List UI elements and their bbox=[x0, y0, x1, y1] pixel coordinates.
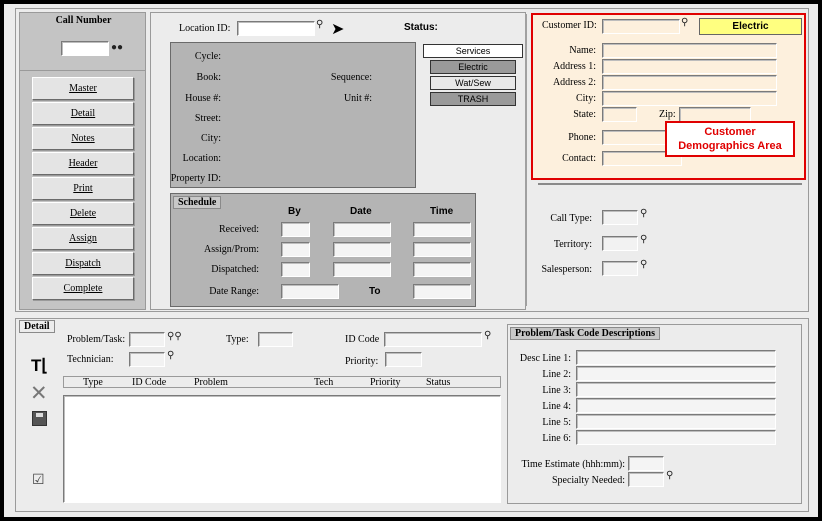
search-icon[interactable]: ⚲ bbox=[640, 234, 648, 245]
service-item-wat-sew[interactable]: Wat/Sew bbox=[430, 76, 516, 90]
location-id-label: Location ID: bbox=[179, 23, 231, 34]
print-button[interactable]: Print bbox=[32, 177, 134, 200]
desc-line-6-label: Line 6: bbox=[542, 433, 571, 444]
salesperson-input[interactable] bbox=[602, 261, 638, 276]
time-estimate-input[interactable] bbox=[628, 456, 664, 471]
desc-line-2-label: Line 2: bbox=[542, 369, 571, 380]
id-code-label: ID Code bbox=[345, 334, 380, 345]
schedule-box bbox=[170, 193, 476, 307]
schedule-col-time: Time bbox=[430, 206, 454, 217]
schedule-col-date: Date bbox=[350, 206, 372, 217]
location-panel bbox=[150, 12, 526, 310]
assign-by-input[interactable] bbox=[281, 242, 310, 257]
search-icon[interactable]: ⚲ bbox=[666, 470, 674, 481]
sequence-label: Sequence: bbox=[330, 72, 372, 83]
assign-time-input[interactable] bbox=[413, 242, 471, 257]
desc-line-4-input[interactable] bbox=[576, 398, 776, 413]
col-id-code: ID Code bbox=[132, 377, 167, 388]
tools-icon[interactable]: T⌊ bbox=[31, 356, 49, 375]
name-label: Name: bbox=[569, 45, 596, 56]
name-input[interactable] bbox=[602, 43, 777, 58]
city-label: City: bbox=[200, 133, 221, 144]
nav-button-panel bbox=[19, 70, 146, 310]
location-details-box bbox=[170, 42, 416, 188]
city-input[interactable] bbox=[602, 91, 777, 106]
id-code-input[interactable] bbox=[384, 332, 482, 347]
assign-date-input[interactable] bbox=[333, 242, 391, 257]
search-icon[interactable]: ⚲ bbox=[640, 259, 648, 270]
status-label: Status: bbox=[404, 22, 438, 33]
search-icon[interactable]: ⚲ bbox=[640, 208, 648, 219]
territory-label: Territory: bbox=[553, 239, 592, 250]
date-range-to-input[interactable] bbox=[413, 284, 471, 299]
binoculars-icon[interactable]: ⚲⚲ bbox=[167, 331, 182, 342]
customer-panel bbox=[531, 13, 806, 180]
col-status: Status bbox=[426, 377, 451, 388]
detail-button[interactable]: Detail bbox=[32, 102, 134, 125]
col-type: Type bbox=[83, 377, 103, 388]
assign-button[interactable]: Assign bbox=[32, 227, 134, 250]
phone-label: Phone: bbox=[568, 132, 596, 143]
col-tech: Tech bbox=[314, 377, 334, 388]
schedule-title: Schedule bbox=[173, 196, 221, 209]
desc-line-2-input[interactable] bbox=[576, 366, 776, 381]
property-id-label: Property ID: bbox=[170, 173, 221, 184]
customer-id-input[interactable] bbox=[602, 19, 680, 34]
header-button[interactable]: Header bbox=[32, 152, 134, 175]
zip-input[interactable] bbox=[679, 107, 751, 122]
customer-demographics-annotation bbox=[665, 121, 795, 157]
type-input[interactable] bbox=[258, 332, 293, 347]
house-label: House #: bbox=[185, 93, 221, 104]
address1-input[interactable] bbox=[602, 59, 777, 74]
received-time-input[interactable] bbox=[413, 222, 471, 237]
col-problem: Problem bbox=[194, 377, 228, 388]
specialty-input[interactable] bbox=[628, 472, 664, 487]
time-estimate-label: Time Estimate (hhh:mm): bbox=[521, 459, 625, 470]
search-icon[interactable]: ⚲ bbox=[316, 19, 324, 30]
state-input[interactable] bbox=[602, 107, 637, 122]
dispatched-time-input[interactable] bbox=[413, 262, 471, 277]
desc-line-1-label: Desc Line 1: bbox=[519, 353, 571, 364]
call-number-input[interactable] bbox=[61, 41, 109, 56]
received-label: Received: bbox=[219, 224, 259, 235]
master-button[interactable]: Master bbox=[32, 77, 134, 100]
assign-prom-label: Assign/Prom: bbox=[203, 244, 259, 255]
specialty-label: Specialty Needed: bbox=[551, 475, 625, 486]
book-label: Book: bbox=[196, 72, 221, 83]
received-date-input[interactable] bbox=[333, 222, 391, 237]
type-label: Type: bbox=[226, 334, 249, 345]
date-range-from-input[interactable] bbox=[281, 284, 339, 299]
address2-input[interactable] bbox=[602, 75, 777, 90]
customer-divider bbox=[538, 183, 802, 185]
arrow-icon[interactable]: ➤ bbox=[331, 21, 345, 38]
call-number-panel bbox=[19, 12, 146, 72]
street-label: Street: bbox=[194, 113, 221, 124]
detail-grid-header bbox=[63, 376, 501, 388]
zip-label: Zip: bbox=[659, 109, 676, 120]
complete-button[interactable]: Complete bbox=[32, 277, 134, 300]
contact-label: Contact: bbox=[562, 153, 596, 164]
desc-line-1-input[interactable] bbox=[576, 350, 776, 365]
desc-line-3-label: Line 3: bbox=[542, 385, 571, 396]
dispatched-label: Dispatched: bbox=[211, 264, 259, 275]
date-range-to-label: To bbox=[369, 286, 381, 297]
section-divider bbox=[525, 14, 527, 306]
detail-grid[interactable] bbox=[63, 395, 501, 503]
save-icon[interactable] bbox=[32, 411, 47, 426]
service-badge: Electric bbox=[699, 18, 802, 35]
delete-button[interactable]: Delete bbox=[32, 202, 134, 225]
call-type-input[interactable] bbox=[602, 210, 638, 225]
salesperson-label: Salesperson: bbox=[541, 264, 592, 275]
location-label: Location: bbox=[182, 153, 221, 164]
technician-input[interactable] bbox=[129, 352, 165, 367]
city-label: City: bbox=[575, 93, 596, 104]
annotation-line-1: Customer bbox=[704, 126, 756, 138]
territory-input[interactable] bbox=[602, 236, 638, 251]
unit-label: Unit #: bbox=[343, 93, 372, 104]
service-call-window bbox=[4, 4, 818, 517]
call-type-label: Call Type: bbox=[550, 213, 592, 224]
descriptions-title: Problem/Task Code Descriptions bbox=[510, 327, 660, 340]
date-range-label: Date Range: bbox=[209, 286, 259, 297]
desc-line-4-label: Line 4: bbox=[542, 401, 571, 412]
search-icon[interactable]: ⚲ bbox=[484, 330, 492, 341]
problem-task-label: Problem/Task: bbox=[67, 334, 126, 345]
address1-label: Address 1: bbox=[552, 61, 596, 72]
cycle-label: Cycle: bbox=[194, 51, 221, 62]
received-by-input[interactable] bbox=[281, 222, 310, 237]
desc-line-5-label: Line 5: bbox=[542, 417, 571, 428]
dispatched-by-input[interactable] bbox=[281, 262, 310, 277]
notes-button[interactable]: Notes bbox=[32, 127, 134, 150]
annotation-line-2: Demographics Area bbox=[678, 140, 782, 152]
desc-line-5-input[interactable] bbox=[576, 414, 776, 429]
priority-input[interactable] bbox=[385, 352, 422, 367]
priority-label: Priority: bbox=[345, 356, 379, 367]
address2-label: Address 2: bbox=[552, 77, 596, 88]
customer-id-label: Customer ID: bbox=[542, 20, 597, 31]
dispatched-date-input[interactable] bbox=[333, 262, 391, 277]
call-number-label: Call Number bbox=[55, 15, 112, 26]
desc-line-6-input[interactable] bbox=[576, 430, 776, 445]
cancel-icon[interactable]: ✕ bbox=[30, 382, 48, 405]
location-id-input[interactable] bbox=[237, 21, 315, 36]
schedule-col-by: By bbox=[288, 206, 301, 217]
binoculars-icon[interactable]: ●● bbox=[111, 42, 124, 53]
services-header: Services bbox=[423, 44, 523, 58]
detail-title: Detail bbox=[19, 320, 55, 333]
state-label: State: bbox=[573, 109, 596, 120]
search-icon[interactable]: ⚲ bbox=[681, 17, 689, 28]
service-item-trash[interactable]: TRASH bbox=[430, 92, 516, 106]
problem-task-input[interactable] bbox=[129, 332, 165, 347]
col-priority: Priority bbox=[370, 377, 401, 388]
descriptions-panel bbox=[507, 324, 802, 504]
desc-line-3-input[interactable] bbox=[576, 382, 776, 397]
technician-label: Technician: bbox=[67, 354, 114, 365]
service-item-electric[interactable]: Electric bbox=[430, 60, 516, 74]
search-icon[interactable]: ⚲ bbox=[167, 350, 175, 361]
dispatch-button[interactable]: Dispatch bbox=[32, 252, 134, 275]
checkmark-icon[interactable]: ☑ bbox=[32, 473, 45, 488]
